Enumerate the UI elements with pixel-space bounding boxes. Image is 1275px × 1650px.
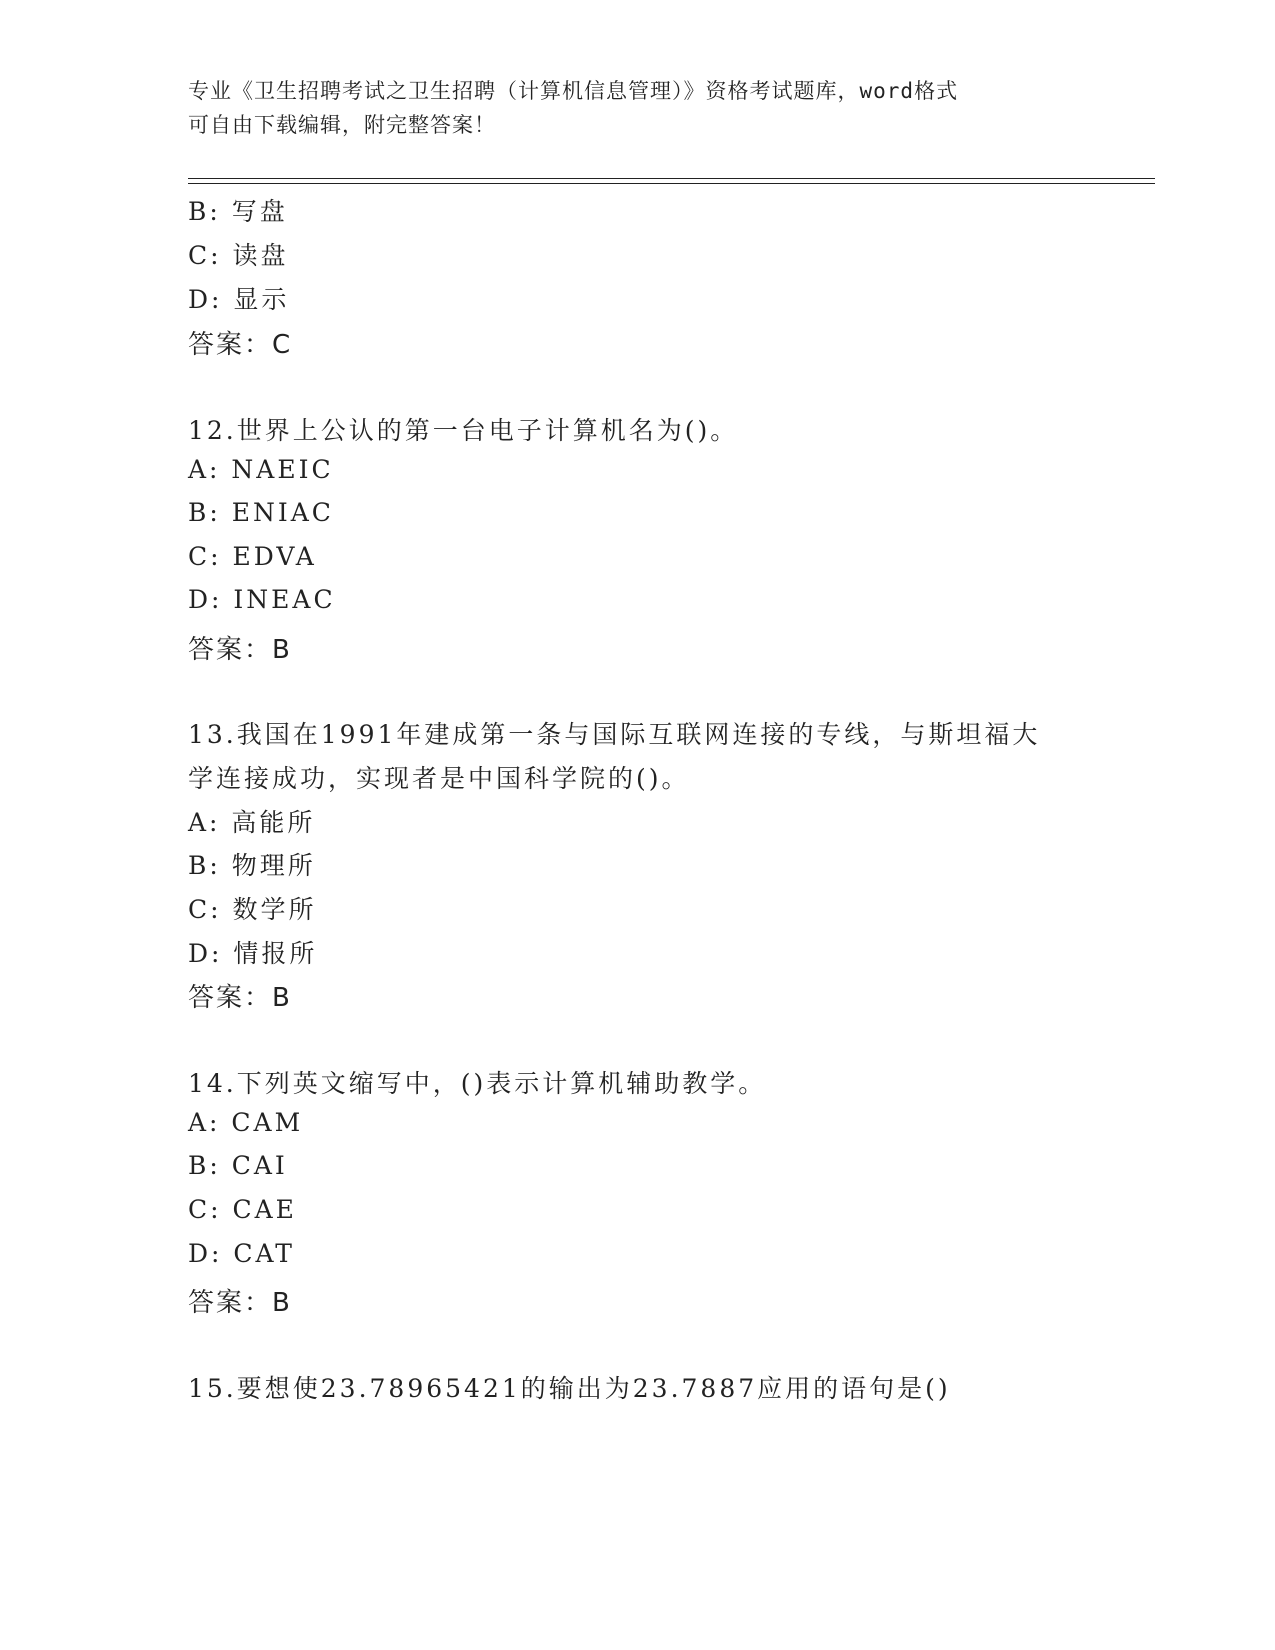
q11-option-b: B: 写盘 [188, 197, 288, 226]
q12-option-a: A: NAEIC [188, 455, 334, 484]
q12-question: 12.世界上公认的第一台电子计算机名为()。 [188, 416, 739, 445]
q14-option-c: C: CAE [188, 1195, 297, 1224]
q14-option-b: B: CAI [188, 1151, 288, 1180]
q13-option-c: C: 数学所 [188, 895, 317, 924]
q13-option-d: D: 情报所 [188, 939, 318, 968]
q13-question-line-1: 13.我国在1991年建成第一条与国际互联网连接的专线，与斯坦福大 [188, 720, 1041, 749]
q15-question: 15.要想使23.78965421的输出为23.7887应用的语句是() [188, 1374, 951, 1403]
q12-answer: 答案：B [188, 635, 292, 665]
q13-option-b: B: 物理所 [188, 851, 316, 880]
q11-answer: 答案：C [188, 330, 293, 360]
q12-option-b: B: ENIAC [188, 498, 334, 527]
q14-question: 14.下列英文缩写中，()表示计算机辅助教学。 [188, 1069, 767, 1098]
q13-option-a: A: 高能所 [188, 808, 316, 837]
header-line-2: 可自由下载编辑，附完整答案！ [188, 113, 496, 137]
document-header [188, 74, 1088, 142]
header-divider-bottom [188, 183, 1155, 184]
q13-question-line-2: 学连接成功，实现者是中国科学院的()。 [188, 764, 690, 793]
header-line-1: 专业《卫生招聘考试之卫生招聘（计算机信息管理）》资格考试题库，word格式 [188, 79, 959, 103]
q14-option-a: A: CAM [188, 1108, 304, 1137]
q14-option-d: D: CAT [188, 1239, 295, 1268]
q13-answer: 答案：B [188, 983, 292, 1013]
q14-answer: 答案：B [188, 1288, 292, 1318]
q11-option-d: D: 显示 [188, 285, 290, 314]
header-divider-top [188, 178, 1155, 179]
q12-option-d: D: INEAC [188, 585, 336, 614]
q11-option-c: C: 读盘 [188, 241, 289, 270]
q12-option-c: C: EDVA [188, 542, 317, 571]
